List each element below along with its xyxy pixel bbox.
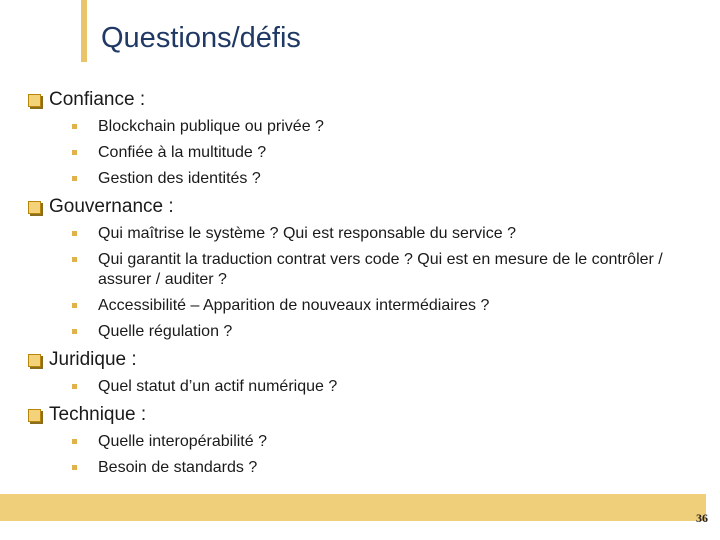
square-bullet-icon [72, 176, 77, 181]
square-bullet-icon [72, 329, 77, 334]
section-heading [28, 403, 688, 427]
list-item: Quelle régulation ? [28, 322, 688, 342]
list-item: Qui garantit la traduction contrat vers code ? Qui est en mesure de le contrôler / assurer / auditer ? [28, 250, 688, 290]
square-bullet-icon [72, 465, 77, 470]
list-item: Gestion des identités ? [28, 169, 688, 189]
title-accent-bar [81, 0, 87, 62]
section-items [28, 377, 688, 397]
section-gouvernance [28, 195, 688, 342]
section-items [28, 117, 688, 189]
checkbox-square-icon [28, 409, 41, 422]
square-bullet-icon [72, 303, 77, 308]
checkbox-square-icon [28, 94, 41, 107]
checkbox-square-icon [28, 354, 41, 367]
slide-content [28, 88, 688, 484]
section-items [28, 224, 688, 342]
section-heading-text: Gouvernance : [49, 196, 174, 217]
list-item: Quel statut d’un actif numérique ? [28, 377, 688, 397]
section-heading [28, 88, 688, 112]
square-bullet-icon [72, 384, 77, 389]
list-item: Accessibilité – Apparition de nouveaux intermédiaires ? [28, 296, 688, 316]
section-juridique [28, 348, 688, 397]
section-heading [28, 195, 688, 219]
section-heading-text: Technique : [49, 404, 147, 425]
section-heading-text: Juridique : [49, 349, 137, 370]
slide-title: Questions/défis [101, 22, 301, 54]
square-bullet-icon [72, 257, 77, 262]
section-technique [28, 403, 688, 478]
list-item: Blockchain publique ou privée ? [28, 117, 688, 137]
section-confiance [28, 88, 688, 189]
checkbox-square-icon [28, 201, 41, 214]
section-heading-text: Confiance : [49, 89, 146, 110]
section-items [28, 432, 688, 478]
footer-bar [0, 494, 706, 521]
square-bullet-icon [72, 231, 77, 236]
list-item: Quelle interopérabilité ? [28, 432, 688, 452]
square-bullet-icon [72, 150, 77, 155]
list-item: Qui maîtrise le système ? Qui est responsable du service ? [28, 224, 688, 244]
square-bullet-icon [72, 124, 77, 129]
square-bullet-icon [72, 439, 77, 444]
list-item: Confiée à la multitude ? [28, 143, 688, 163]
list-item: Besoin de standards ? [28, 458, 688, 478]
page-number: 36 [696, 511, 708, 525]
section-heading [28, 348, 688, 372]
